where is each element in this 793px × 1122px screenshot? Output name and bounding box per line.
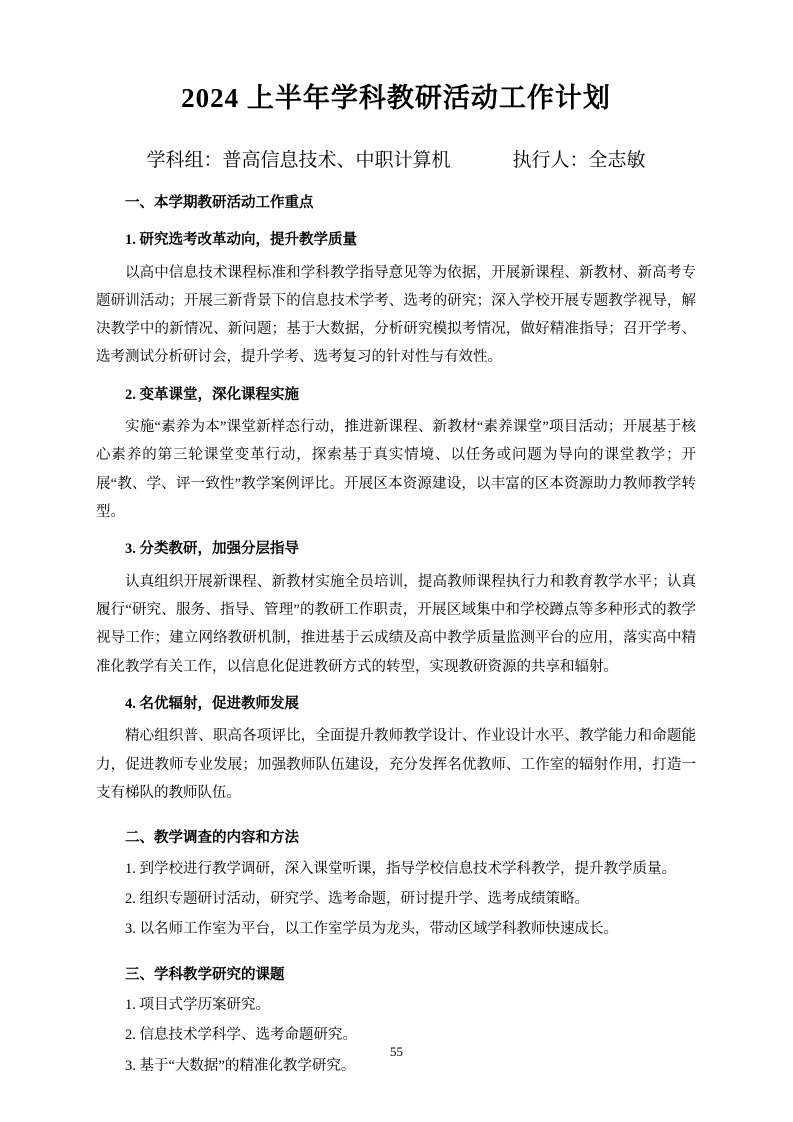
subsection-paragraph-1-4: 精心组织普、职高各项评比，全面提升教师教学设计、作业设计水平、教学能力和命题能力，促进教师专业发展；加强教师队伍建设，充分发挥名优教师、工作室的辐射作用，打造一支有梯队的教师队伍。 bbox=[96, 728, 696, 801]
subsection-heading-1-4: 4. 名优辐射，促进教师发展 bbox=[125, 695, 299, 712]
list-item: 1. 项目式学历案研究。 bbox=[125, 997, 270, 1014]
list-item: 3. 以名师工作室为平台，以工作室学员为龙头，带动区域学科教师快速成长。 bbox=[125, 921, 618, 938]
section-heading-1: 一、本学期教研活动工作重点 bbox=[125, 194, 314, 211]
subsection-heading-1-3: 3. 分类教研，加强分层指导 bbox=[125, 541, 299, 558]
executor-label: 执行人：全志敏 bbox=[512, 149, 646, 171]
subtitle-row bbox=[96, 145, 696, 172]
page-title: 2024 上半年学科教研活动工作计划 bbox=[181, 83, 611, 113]
section-heading-3: 三、学科教学研究的课题 bbox=[125, 966, 285, 983]
list-item: 2. 组织专题研讨活动，研究学、选考命题，研讨提升学、选考成绩策略。 bbox=[125, 891, 589, 908]
subject-group-label: 学科组：普高信息技术、中职计算机 bbox=[146, 149, 451, 171]
subsection-paragraph-1-3: 认真组织开展新课程、新教材实施全员培训，提高教师课程执行力和教育教学水平；认真履行“研究、服务、指导、管理”的教研工作职责，开展区域集中和学校蹲点等多种形式的教学视导工作；建立网络教研机制，推进基于云成绩及高中教学质量监测平台的应用，落实高中精准化教学有关工作，以信息化促进教研方式的转型，实现教研资源的共享和辐射。 bbox=[96, 573, 696, 675]
section-heading-2: 二、教学调查的内容和方法 bbox=[125, 830, 299, 847]
subsection-paragraph-1-2: 实施“素养为本”课堂新样态行动，推进新课程、新教材“素养课堂”项目活动；开展基于核心素养的第三轮课堂变革行动，探索基于真实情境、以任务或问题为导向的课堂教学；开展“教、学、评一致性”教学案例评比。开展区本资源建设，以丰富的区本资源助力教师教学转型。 bbox=[96, 419, 696, 520]
subsection-heading-1-2: 2. 变革课堂，深化课程实施 bbox=[125, 386, 299, 403]
list-item: 2. 信息技术学科学、选考命题研究。 bbox=[125, 1027, 357, 1044]
list-item: 1. 到学校进行教学调研，深入课堂听课，指导学校信息技术学科教学，提升教学质量。 bbox=[125, 860, 676, 877]
page-number: 55 bbox=[390, 1044, 403, 1059]
subsection-paragraph-1-1: 以高中信息技术课程标准和学科教学指导意见等为依据，开展新课程、新教材、新高考专题研训活动；开展三新背景下的信息技术学考、选考的研究；深入学校开展专题教学视导，解决教学中的新情况、新问题；基于大数据，分析研究模拟考情况，做好精准指导；召开学考、选考测试分析研讨会，提升学考、选考复习的针对性与有效性。 bbox=[96, 264, 696, 366]
list-item: 3. 基于“大数据”的精准化教学研究。 bbox=[125, 1057, 356, 1074]
subsection-heading-1-1: 1. 研究选考改革动向，提升教学质量 bbox=[125, 232, 357, 249]
document-body bbox=[96, 60, 696, 1080]
